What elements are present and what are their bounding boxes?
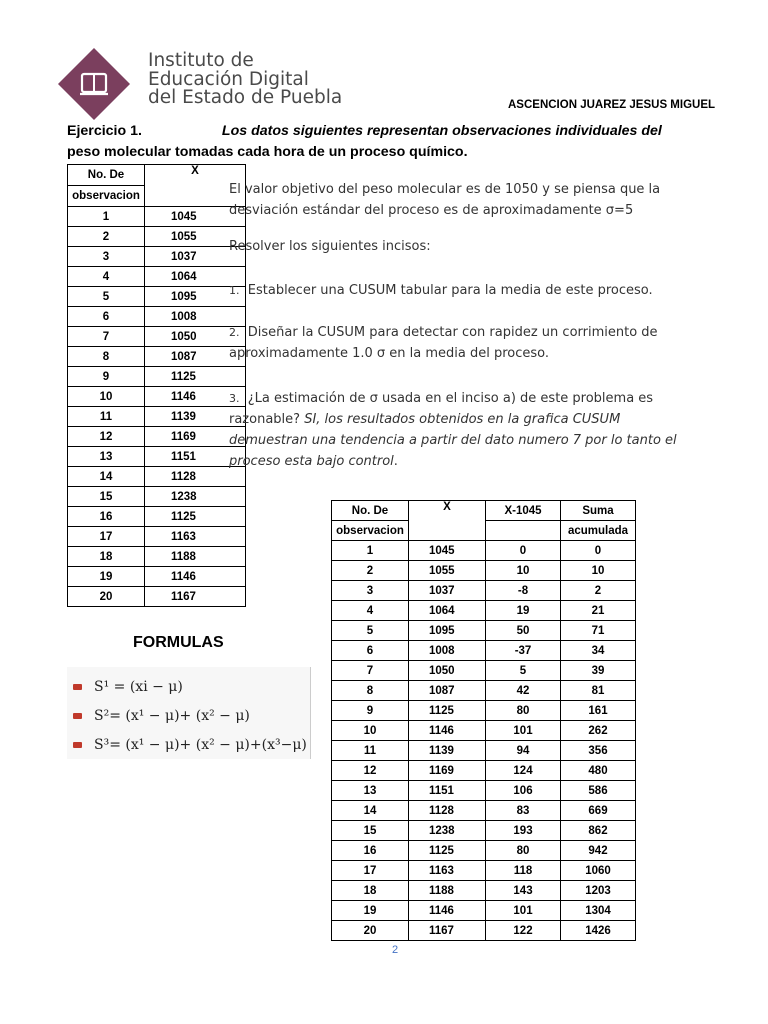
table-row <box>332 621 636 641</box>
cell-observation: 10 <box>332 721 409 741</box>
cell-observation: 9 <box>332 701 409 721</box>
table-row <box>332 801 636 821</box>
item-3-line-1: ¿La estimación de σ usada en el inciso a) de este problema es <box>247 391 654 406</box>
cell-diff: 80 <box>486 841 561 861</box>
cell-x: 1139 <box>145 407 246 427</box>
item-3-number: 3. <box>229 392 240 405</box>
cell-cumulative: 356 <box>561 741 636 761</box>
cusum-table <box>331 500 636 941</box>
bullet-icon <box>73 742 82 748</box>
cell-cumulative: 862 <box>561 821 636 841</box>
cell-diff: 101 <box>486 721 561 741</box>
item-1 <box>229 280 653 301</box>
cell-x: 1188 <box>145 547 246 567</box>
cell-diff: 94 <box>486 741 561 761</box>
cell-observation: 5 <box>68 287 145 307</box>
exercise-statement-b: peso molecular tomadas cada hora de un proceso químico. <box>67 144 468 160</box>
cell-x: 1167 <box>409 921 486 941</box>
cell-x: 1125 <box>145 367 246 387</box>
cell-x: 1095 <box>145 287 246 307</box>
cell-observation: 1 <box>332 541 409 561</box>
table-row <box>68 267 246 287</box>
cell-diff: -37 <box>486 641 561 661</box>
cell-observation: 3 <box>332 581 409 601</box>
cell-observation: 18 <box>68 547 145 567</box>
cell-x: 1008 <box>409 641 486 661</box>
cell-observation: 13 <box>68 447 145 467</box>
cell-diff: 5 <box>486 661 561 681</box>
table-row <box>68 327 246 347</box>
cell-x: 1037 <box>409 581 486 601</box>
item-3-line-2a: razonable? <box>229 412 301 427</box>
institute-line-1: Instituto de <box>148 50 254 71</box>
cell-diff: 122 <box>486 921 561 941</box>
formula-3: S³= (x¹ − μ)+ (x² − μ)+(x³−μ) <box>73 737 307 753</box>
header-observation-2: observacion <box>68 186 145 207</box>
cell-observation: 3 <box>68 247 145 267</box>
exercise-statement <box>67 121 707 163</box>
table-row <box>332 821 636 841</box>
table-row <box>332 681 636 701</box>
cell-observation: 12 <box>332 761 409 781</box>
item-3-line-2b: SI, los resultados obtenidos en la grafica CUSUM <box>304 412 621 427</box>
cell-x: 1128 <box>145 467 246 487</box>
cell-cumulative: 71 <box>561 621 636 641</box>
exercise-statement-a: Los datos siguientes representan observaciones individuales del <box>221 123 662 139</box>
header-observation: No. De <box>68 165 145 186</box>
cell-cumulative: 2 <box>561 581 636 601</box>
table-header-row <box>68 165 246 186</box>
cell-diff: 118 <box>486 861 561 881</box>
cell-observation: 12 <box>68 427 145 447</box>
formula-2: S²= (x¹ − μ)+ (x² − μ) <box>73 708 250 724</box>
cell-observation: 8 <box>68 347 145 367</box>
cell-observation: 11 <box>332 741 409 761</box>
item-3-line-4: proceso esta bajo control <box>229 454 394 469</box>
cell-x: 1139 <box>409 741 486 761</box>
cell-x: 1169 <box>409 761 486 781</box>
cell-observation: 18 <box>332 881 409 901</box>
table-row <box>332 561 636 581</box>
cell-diff: 80 <box>486 701 561 721</box>
table-row <box>332 861 636 881</box>
cell-diff: 143 <box>486 881 561 901</box>
cell-observation: 14 <box>332 801 409 821</box>
cell-x: 1045 <box>409 541 486 561</box>
formulas-image <box>67 667 311 759</box>
cell-observation: 19 <box>332 901 409 921</box>
cell-observation: 17 <box>68 527 145 547</box>
cell-x: 1167 <box>145 587 246 607</box>
cell-x: 1064 <box>145 267 246 287</box>
paragraph-target <box>229 179 660 221</box>
header-x: X <box>145 165 246 207</box>
cell-observation: 13 <box>332 781 409 801</box>
cell-x: 1064 <box>409 601 486 621</box>
table-row <box>68 447 246 467</box>
cell-diff: 0 <box>486 541 561 561</box>
table-row <box>332 881 636 901</box>
table-row <box>68 467 246 487</box>
table-row <box>332 741 636 761</box>
cell-x: 1151 <box>409 781 486 801</box>
institute-logo <box>58 48 130 120</box>
p2: Resolver los siguientes incisos: <box>229 239 431 254</box>
cell-diff: 106 <box>486 781 561 801</box>
table-row <box>332 721 636 741</box>
cell-cumulative: 81 <box>561 681 636 701</box>
cell-observation: 6 <box>332 641 409 661</box>
cell-diff: 19 <box>486 601 561 621</box>
cell-cumulative: 480 <box>561 761 636 781</box>
page-number: 2 <box>392 944 399 956</box>
cell-x: 1055 <box>409 561 486 581</box>
cell-diff: 124 <box>486 761 561 781</box>
table-row <box>332 661 636 681</box>
bullet-icon <box>73 713 82 719</box>
cell-observation: 5 <box>332 621 409 641</box>
cell-observation: 7 <box>332 661 409 681</box>
cell-cumulative: 262 <box>561 721 636 741</box>
cell-x: 1238 <box>145 487 246 507</box>
cell-x: 1125 <box>409 841 486 861</box>
item-2-number: 2. <box>229 326 240 339</box>
institute-name <box>148 52 342 108</box>
cell-x: 1188 <box>409 881 486 901</box>
observations-table <box>67 164 246 607</box>
table-row <box>68 307 246 327</box>
cell-observation: 9 <box>68 367 145 387</box>
table-row <box>332 541 636 561</box>
cell-observation: 15 <box>332 821 409 841</box>
header-observation-1: No. De <box>332 501 409 521</box>
formula-1: S¹ = (xi − μ) <box>73 679 183 695</box>
cell-x: 1146 <box>409 721 486 741</box>
cell-x: 1238 <box>409 821 486 841</box>
table-row <box>68 287 246 307</box>
cell-observation: 19 <box>68 567 145 587</box>
item-3: 3. ¿La estimación de σ usada en el inciso a) de este problema es razonable? SI, los resultados obtenidos en la grafica CUSUM demuestran una tendencia a partir del dato numero 7 por lo tanto el proceso esta bajo control. <box>229 391 677 469</box>
p1-line-1: El valor objetivo del peso molecular es de 1050 y se piensa que la <box>229 182 661 197</box>
table-row <box>332 701 636 721</box>
formulas-title: FORMULAS <box>133 634 224 651</box>
table-row <box>332 901 636 921</box>
table-row <box>68 227 246 247</box>
cell-observation: 20 <box>332 921 409 941</box>
table-row <box>332 641 636 661</box>
cell-observation: 4 <box>332 601 409 621</box>
cell-x: 1087 <box>145 347 246 367</box>
table-row <box>332 581 636 601</box>
cell-x: 1128 <box>409 801 486 821</box>
table-row <box>332 601 636 621</box>
cell-x: 1055 <box>145 227 246 247</box>
cell-x: 1146 <box>145 567 246 587</box>
table-row <box>68 427 246 447</box>
table-row <box>68 507 246 527</box>
header-sum-1: Suma <box>561 501 636 521</box>
cell-diff: -8 <box>486 581 561 601</box>
item-1-number: 1. <box>229 284 240 297</box>
cell-x: 1146 <box>145 387 246 407</box>
cell-diff: 42 <box>486 681 561 701</box>
institute-line-2: Educación Digital <box>148 68 309 90</box>
cell-cumulative: 1304 <box>561 901 636 921</box>
cell-diff: 10 <box>486 561 561 581</box>
cell-diff: 50 <box>486 621 561 641</box>
item-1-text: Establecer una CUSUM tabular para la media de este proceso. <box>247 283 653 298</box>
item-2 <box>229 322 658 364</box>
cell-cumulative: 1060 <box>561 861 636 881</box>
cell-x: 1169 <box>145 427 246 447</box>
cell-observation: 16 <box>332 841 409 861</box>
cell-x: 1008 <box>145 307 246 327</box>
table-row <box>68 347 246 367</box>
cell-x: 1125 <box>145 507 246 527</box>
header-observation-2: observacion <box>332 521 409 541</box>
cell-cumulative: 0 <box>561 541 636 561</box>
table-row <box>68 547 246 567</box>
header-diff-empty <box>486 521 561 541</box>
cell-cumulative: 39 <box>561 661 636 681</box>
cell-diff: 101 <box>486 901 561 921</box>
cell-cumulative: 1203 <box>561 881 636 901</box>
cell-x: 1095 <box>409 621 486 641</box>
table-row <box>332 921 636 941</box>
cell-observation: 1 <box>68 207 145 227</box>
table-row <box>68 247 246 267</box>
cell-cumulative: 10 <box>561 561 636 581</box>
cell-observation: 15 <box>68 487 145 507</box>
cell-cumulative: 21 <box>561 601 636 621</box>
bullet-icon <box>73 684 82 690</box>
cell-observation: 4 <box>68 267 145 287</box>
cell-x: 1037 <box>145 247 246 267</box>
header-diff: X-1045 <box>486 501 561 521</box>
cell-x: 1125 <box>409 701 486 721</box>
cell-observation: 6 <box>68 307 145 327</box>
cell-x: 1163 <box>145 527 246 547</box>
cell-x: 1163 <box>409 861 486 881</box>
p1-line-2: desviación estándar del proceso es de aproximadamente σ=5 <box>229 203 634 218</box>
cell-x: 1146 <box>409 901 486 921</box>
cell-observation: 11 <box>68 407 145 427</box>
cell-observation: 17 <box>332 861 409 881</box>
cell-observation: 2 <box>332 561 409 581</box>
cell-cumulative: 34 <box>561 641 636 661</box>
cell-cumulative: 942 <box>561 841 636 861</box>
table-row <box>332 841 636 861</box>
exercise-label: Ejercicio 1. <box>67 123 142 139</box>
cell-x: 1050 <box>145 327 246 347</box>
table-row <box>68 407 246 427</box>
cell-observation: 16 <box>68 507 145 527</box>
table-row <box>68 527 246 547</box>
cell-x: 1087 <box>409 681 486 701</box>
cell-cumulative: 586 <box>561 781 636 801</box>
cell-observation: 14 <box>68 467 145 487</box>
cell-x: 1050 <box>409 661 486 681</box>
item-2-line-1: Diseñar la CUSUM para detectar con rapidez un corrimiento de <box>247 325 658 340</box>
table-header-row <box>332 501 636 521</box>
table-row <box>68 367 246 387</box>
cell-cumulative: 1426 <box>561 921 636 941</box>
cell-observation: 20 <box>68 587 145 607</box>
cell-x: 1151 <box>145 447 246 467</box>
cell-observation: 7 <box>68 327 145 347</box>
table-row <box>68 567 246 587</box>
cell-diff: 83 <box>486 801 561 821</box>
table-row <box>332 781 636 801</box>
header-x: X <box>409 501 486 541</box>
cell-observation: 2 <box>68 227 145 247</box>
item-3-line-3: demuestran una tendencia a partir del dato numero 7 por lo tanto el <box>229 433 677 448</box>
cell-observation: 10 <box>68 387 145 407</box>
table-row <box>68 587 246 607</box>
cell-observation: 8 <box>332 681 409 701</box>
item-2-line-2: aproximadamente 1.0 σ en la media del proceso. <box>229 346 550 361</box>
header-sum-2: acumulada <box>561 521 636 541</box>
cell-diff: 193 <box>486 821 561 841</box>
author-name: ASCENCION JUAREZ JESUS MIGUEL <box>508 99 716 111</box>
table-row <box>68 207 246 227</box>
institute-line-3: del Estado de Puebla <box>148 87 343 108</box>
cell-cumulative: 669 <box>561 801 636 821</box>
cell-x: 1045 <box>145 207 246 227</box>
table-row <box>68 487 246 507</box>
cell-cumulative: 161 <box>561 701 636 721</box>
table-row <box>68 387 246 407</box>
table-row <box>332 761 636 781</box>
